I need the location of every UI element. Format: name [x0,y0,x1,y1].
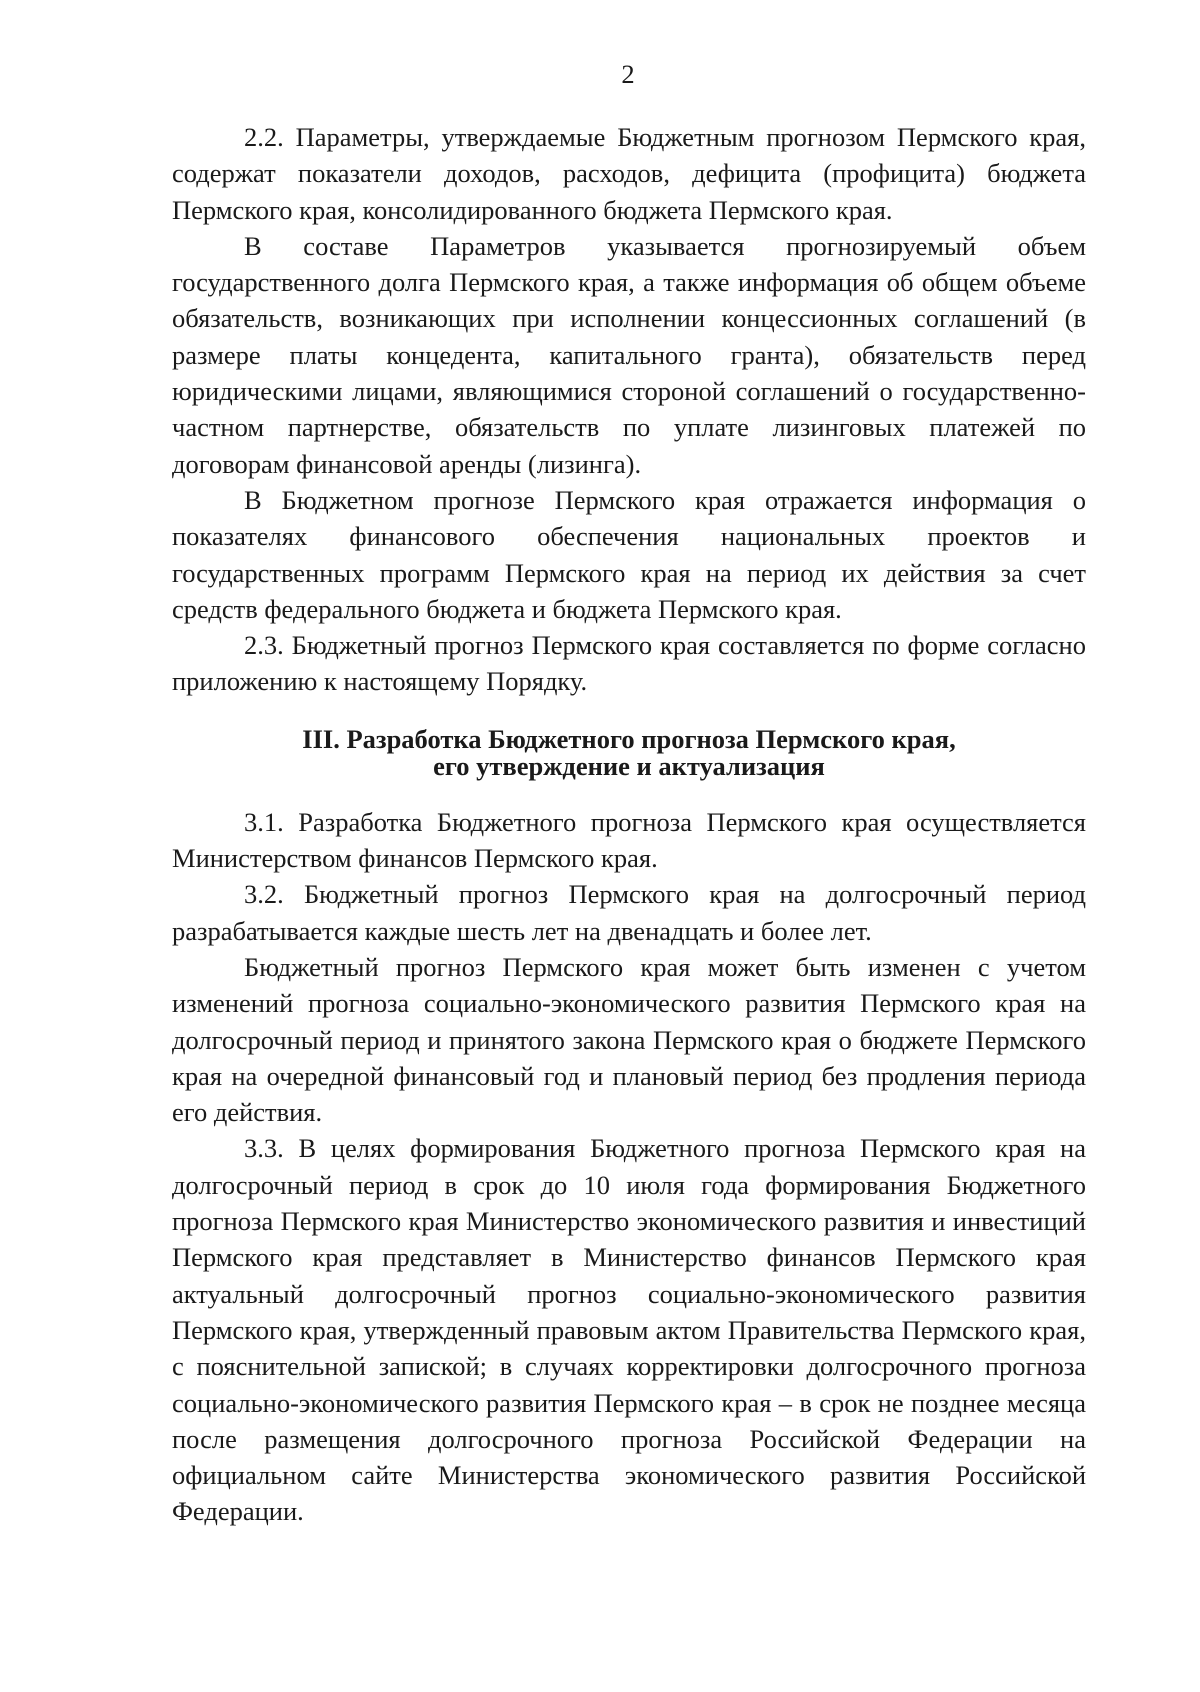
paragraph-national-projects: В Бюджетном прогнозе Пермского края отражается информация о показателях финансового обеспечения национальных проектов и государственных программ Пермского края на период их действия за счет средств федерального бюджета и бюджета Пермского края. [172,484,1086,624]
paragraph-forecast-changes: Бюджетный прогноз Пермского края может быть изменен с учетом изменений прогноза социально-экономического развития Пермского края на долгосрочный период и принятого закона Пермского края о бюджете Пермского края на очередной финансовый год и плановый период без продления периода его действия. [172,951,1086,1128]
paragraph-3-1: 3.1. Разработка Бюджетного прогноза Пермского края осуществляется Министерством финансов Пермского края. [172,806,1086,874]
paragraph-parameters-composition: В составе Параметров указывается прогнозируемый объем государственного долга Пермского края, а также информация об общем объеме обязательств, возникающих при исполнении концессионных соглашений (в размере платы концедента, капитального гранта), обязательств перед юридическими лицами, являющимися стороной соглашений о государственно-частном партнерстве, обязательств по уплате лизинговых платежей по договорам финансовой аренды (лизинга). [172,230,1086,479]
paragraph-2-3: 2.3. Бюджетный прогноз Пермского края составляется по форме согласно приложению к настоящему Порядку. [172,630,1086,697]
section-heading-line-1: III. Разработка Бюджетного прогноза Пермского края, [302,723,956,754]
page-number: 2 [621,59,635,89]
section-heading-line-2: его утверждение и актуализация [433,750,825,781]
document-body [172,119,1086,1530]
paragraph-3-3: 3.3. В целях формирования Бюджетного прогноза Пермского края на долгосрочный период в срок до 10 июля года формирования Бюджетного прогноза Пермского края Министерство экономического развития и инвестиций Пермского края представляет в Министерство финансов Пермского края актуальный долгосрочный прогноз социально-экономического развития Пермского края, утвержденный правовым актом Правительства Пермского края, с пояснительной запиской; в случаях корректировки долгосрочного прогноза социально-экономического развития Пермского края – в срок не позднее месяца после размещения долгосрочного прогноза Российской Федерации на официальном сайте Министерства экономического развития Российской Федерации. [172,1133,1086,1527]
paragraph-3-2: 3.2. Бюджетный прогноз Пермского края на долгосрочный период разрабатывается каждые шесть лет на двенадцать и более лет. [172,879,1086,946]
paragraph-2-2: 2.2. Параметры, утверждаемые Бюджетным прогнозом Пермского края, содержат показатели доходов, расходов, дефицита (профицита) бюджета Пермского края, консолидированного бюджета Пермского края. [172,122,1086,225]
section-heading [172,723,1086,781]
